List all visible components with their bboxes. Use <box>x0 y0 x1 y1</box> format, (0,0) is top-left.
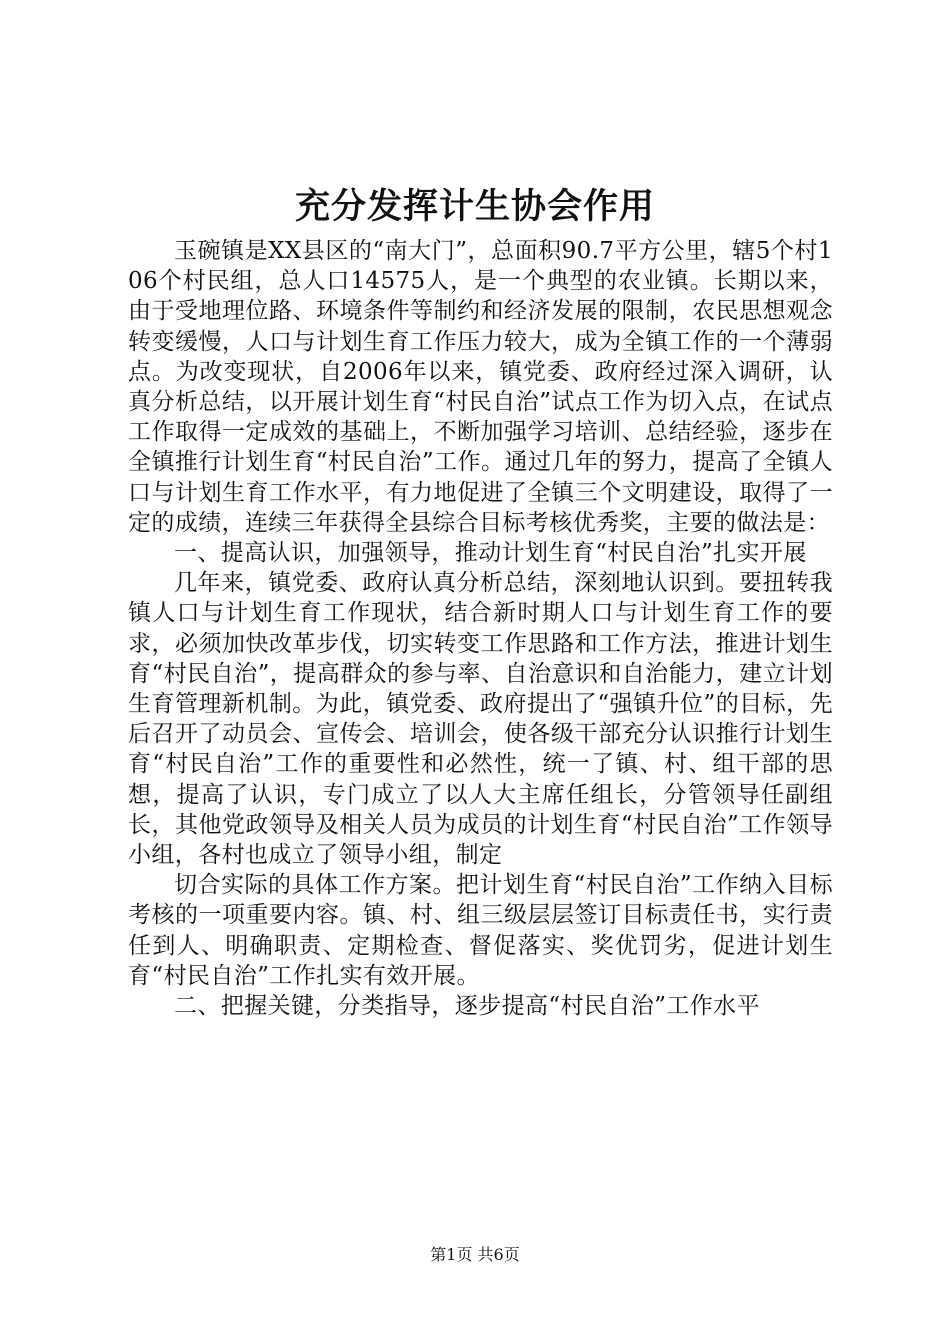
page-footer: 第1页 共6页 <box>430 1245 520 1264</box>
paragraph-intro: 玉碗镇是XX县区的“南大门”，总面积90.7平方公里，辖5个村106个村民组，总人口14575人，是一个典型的农业镇。长期以来，由于受地理位路、环境条件等制约和经济发展的限制，农民思想观念转变缓慢，人口与计划生育工作压力较大，成为全镇工作的一个薄弱点。为改变现状，自2006年以来，镇党委、政府经过深入调研，认真分析总结，以开展计划生育“村民自治”试点工作为切入点，在试点工作取得一定成效的基础上，不断加强学习培训、总结经验，逐步在全镇推行计划生育“村民自治”工作。通过几年的努力，提高了全镇人口与计划生育工作水平，有力地促进了全镇三个文明建设，取得了一定的成绩，连续三年获得全县综合目标考核优秀奖，主要的做法是： <box>128 238 833 536</box>
paragraph-section-1: 几年来，镇党委、政府认真分析总结，深刻地认识到。要扭转我镇人口与计划生育工作现状，结合新时期人口与计划生育工作的要求，必须加快改革步伐，切实转变工作思路和工作方法，推进计划生育“村民自治”，提高群众的参与率、自治意识和自治能力，建立计划生育管理新机制。为此，镇党委、政府提出了“强镇升位”的目标，先后召开了动员会、宣传会、培训会，使各级干部充分认识推行计划生育“村民自治”工作的重要性和必然性，统一了镇、村、组干部的思想，提高了认识，专门成立了以人大主席任组长，分管领导任副组长，其他党政领导及相关人员为成员的计划生育“村民自治”工作领导小组，各村也成立了领导小组，制定 <box>128 570 833 869</box>
section-heading-2: 二、把握关键，分类指导，逐步提高“村民自治”工作水平 <box>174 993 760 1020</box>
document-title: 充分发挥计生协会作用 <box>294 186 655 227</box>
section-heading-1: 一、提高认识，加强领导，推动计划生育“村民自治”扎实开展 <box>174 540 807 567</box>
paragraph-section-1-continued: 切合实际的具体工作方案。把计划生育“村民自治”工作纳入目标考核的一项重要内容。镇、村、组三级层层签订目标责任书，实行责任到人、明确职责、定期检查、督促落实、奖优罚劣，促进计划生育“村民自治”工作扎实有效开展。 <box>128 872 833 989</box>
document-body <box>128 236 833 1021</box>
